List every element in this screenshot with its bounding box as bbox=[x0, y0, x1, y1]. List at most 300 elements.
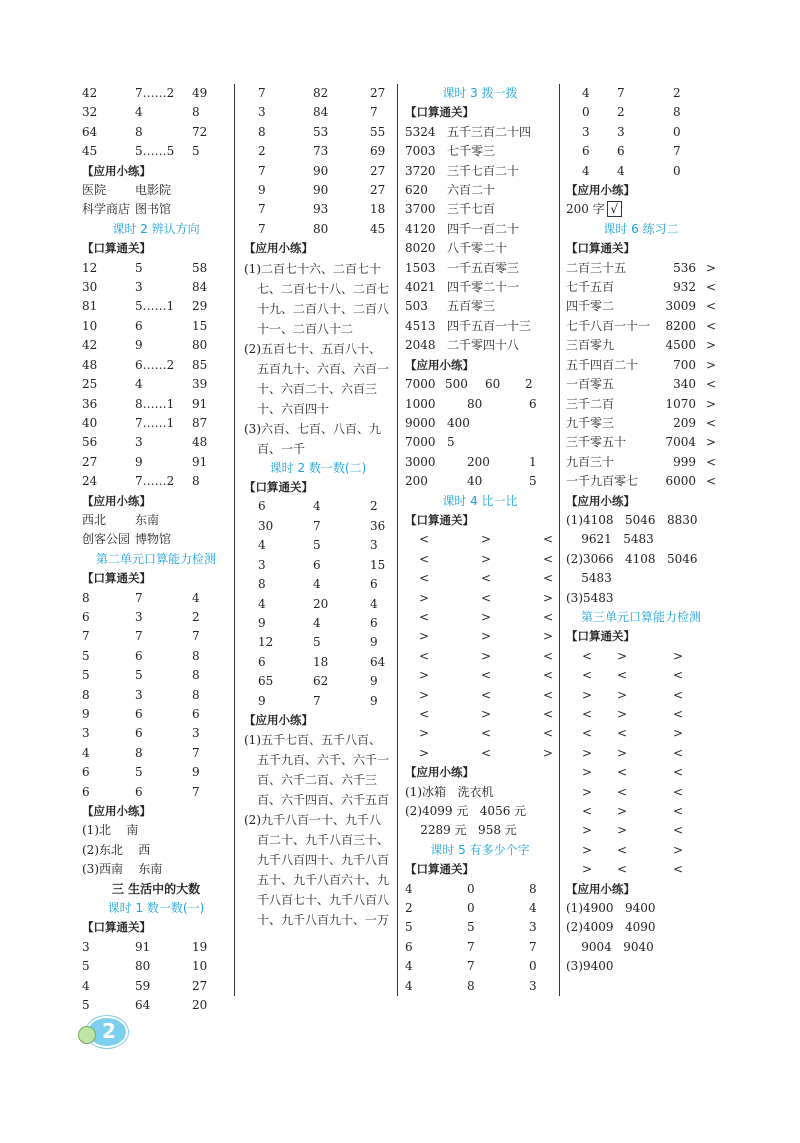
answer-row bbox=[405, 957, 555, 976]
answer-cell: < bbox=[481, 745, 492, 760]
answer-cell: < bbox=[543, 551, 554, 566]
answer-cell: 5 bbox=[447, 435, 455, 450]
answer-line: (1)北 南 bbox=[82, 823, 139, 838]
answer-cell: 9 bbox=[258, 183, 266, 198]
answer-cell: 82 bbox=[313, 86, 329, 100]
answer-line: (2)4099 元 4056 元 bbox=[405, 804, 527, 819]
answer-cell: > bbox=[481, 532, 492, 547]
answer-row bbox=[82, 996, 230, 1015]
answer-cell: < bbox=[705, 377, 716, 392]
answer-cell: 2 bbox=[258, 144, 266, 159]
answer-cell: 10 bbox=[192, 959, 208, 974]
answer-row bbox=[566, 666, 716, 685]
answer-cell: > bbox=[419, 687, 430, 702]
answer-paragraph: (3)六百、七百、八百、九百、一千 bbox=[244, 421, 381, 456]
answer-cell: > bbox=[673, 648, 684, 663]
answer-cell: 3 bbox=[529, 978, 537, 993]
answer-cell: > bbox=[705, 357, 716, 372]
answer-cell: 7 bbox=[673, 144, 681, 159]
answer-cell: < bbox=[543, 609, 554, 624]
answer-cell: 55 bbox=[370, 124, 386, 139]
answer-cell: 7003 bbox=[405, 144, 436, 159]
answer-row bbox=[566, 453, 716, 472]
answer-cell: 36 bbox=[370, 518, 386, 533]
answer-line: (2)4009 4090 bbox=[566, 920, 656, 935]
answer-cell: > bbox=[617, 648, 628, 663]
answer-cell: 15 bbox=[192, 318, 208, 333]
answer-row bbox=[405, 200, 555, 219]
answer-row bbox=[405, 724, 555, 743]
answer-row bbox=[566, 472, 716, 491]
answer-cell: 7 bbox=[258, 86, 266, 100]
answer-cell: 6 bbox=[258, 654, 266, 669]
answer-row bbox=[244, 142, 392, 161]
answer-row bbox=[244, 162, 392, 181]
answer-column-2 bbox=[244, 84, 392, 930]
answer-cell: 6000 bbox=[665, 474, 696, 489]
answer-row bbox=[82, 647, 230, 666]
answer-cell: 27 bbox=[370, 86, 386, 100]
answer-row bbox=[405, 414, 555, 433]
answer-cell: 0 bbox=[529, 959, 537, 974]
answer-cell: 536 bbox=[673, 260, 696, 275]
answer-row bbox=[405, 433, 555, 452]
answer-cell: 65 bbox=[258, 674, 274, 689]
answer-cell: 8 bbox=[192, 687, 200, 702]
answer-cell: < bbox=[543, 726, 554, 741]
answer-row bbox=[82, 783, 230, 802]
answer-cell: 1000 bbox=[405, 396, 436, 411]
answer-row bbox=[244, 220, 392, 239]
lesson-title: 第二单元口算能力检测 bbox=[95, 551, 216, 566]
answer-cell: > bbox=[543, 629, 554, 644]
answer-cell: 2 bbox=[370, 499, 378, 514]
answer-row bbox=[566, 162, 716, 181]
answer-row bbox=[405, 550, 555, 569]
answer-cell: 9 bbox=[135, 454, 143, 469]
answer-cell: 32 bbox=[82, 105, 98, 120]
answer-paragraph: (1)二百七十六、二百七十七、二百七十八、二百七十九、二百八十、二百八十一、二百八十二 bbox=[244, 261, 390, 336]
answer-row bbox=[566, 686, 716, 705]
answer-cell: 4513 bbox=[405, 318, 436, 333]
answer-cell: 80 bbox=[313, 221, 329, 236]
answer-cell: 85 bbox=[192, 357, 208, 372]
answer-row bbox=[566, 744, 716, 763]
answer-row bbox=[405, 453, 555, 472]
answer-cell: 4 bbox=[135, 105, 143, 120]
page-number: 2 bbox=[102, 1019, 116, 1043]
answer-line: 9621 5483 bbox=[566, 532, 654, 547]
answer-cell: 3 bbox=[258, 105, 266, 120]
answer-cell: < bbox=[543, 648, 554, 663]
answer-cell: 3000 bbox=[405, 454, 436, 469]
answer-row bbox=[405, 278, 555, 297]
answer-row bbox=[566, 259, 716, 278]
answer-cell: 3009 bbox=[665, 299, 696, 314]
answer-line: (1)4108 5046 8830 bbox=[566, 512, 698, 527]
answer-cell: 5 bbox=[467, 920, 475, 935]
answer-cell: 29 bbox=[192, 299, 208, 314]
answer-cell: 84 bbox=[313, 105, 329, 120]
answer-cell: 3 bbox=[135, 687, 143, 702]
lesson-title: 课时 4 比一比 bbox=[442, 493, 518, 508]
answer-row bbox=[82, 608, 230, 627]
answer-row bbox=[566, 783, 716, 802]
answer-cell: 八千零二十 bbox=[447, 241, 508, 256]
answer-row bbox=[566, 860, 716, 879]
answer-cell: 九千零三 bbox=[566, 415, 615, 430]
answer-cell: 7 bbox=[192, 629, 200, 644]
section-heading: 【应用小练】 bbox=[82, 163, 151, 178]
answer-cell: 90 bbox=[313, 163, 329, 178]
answer-cell: 5 bbox=[135, 260, 143, 275]
answer-cell: < bbox=[419, 707, 430, 721]
answer-row bbox=[566, 317, 716, 336]
answer-cell: 8 bbox=[135, 745, 143, 760]
answer-cell: 四千五百一十三 bbox=[447, 318, 532, 333]
answer-cell: 8 bbox=[192, 474, 200, 489]
answer-cell: < bbox=[543, 668, 554, 683]
answer-cell: 4021 bbox=[405, 280, 436, 295]
answer-cell: 一百零五 bbox=[566, 377, 615, 392]
answer-cell: 69 bbox=[370, 144, 386, 159]
answer-cell: < bbox=[673, 668, 684, 683]
answer-cell: 932 bbox=[673, 280, 696, 295]
answer-cell: 7 bbox=[313, 693, 321, 708]
answer-cell: 5 bbox=[529, 474, 537, 489]
answer-line: 9004 9040 bbox=[566, 939, 654, 954]
answer-paragraph: (1)五千七百、五千八百、五千九百、六千、六千一百、六千二百、六千三百、六千四百、六千五百 bbox=[244, 733, 390, 808]
answer-cell: 7000 bbox=[405, 377, 436, 392]
answer-line: (3)西南 东南 bbox=[82, 862, 163, 877]
answer-cell: 五千四百二十 bbox=[566, 357, 639, 372]
answer-cell: 一千五百零三 bbox=[447, 260, 520, 275]
answer-cell: 5 bbox=[135, 668, 143, 683]
answer-cell: < bbox=[481, 726, 492, 741]
answer-cell: 7 bbox=[467, 959, 475, 974]
answer-cell: > bbox=[705, 396, 716, 411]
answer-cell: 三千七百二十 bbox=[447, 163, 520, 178]
answer-cell: 2 bbox=[405, 901, 413, 916]
answer-cell: 9 bbox=[192, 765, 200, 780]
answer-cell: 4 bbox=[313, 615, 321, 630]
answer-cell: 医院 bbox=[82, 183, 107, 198]
answer-row bbox=[244, 84, 392, 103]
answer-row bbox=[566, 103, 716, 122]
answer-row bbox=[405, 647, 555, 666]
answer-cell: 80 bbox=[135, 959, 151, 974]
answer-cell: 3 bbox=[529, 920, 537, 935]
answer-cell: 东南 bbox=[135, 512, 160, 527]
answer-cell: 999 bbox=[673, 454, 696, 469]
answer-row bbox=[82, 763, 230, 782]
answer-cell: > bbox=[673, 726, 684, 741]
answer-cell: 7 bbox=[370, 105, 378, 120]
answer-cell: < bbox=[705, 474, 716, 489]
answer-row bbox=[405, 530, 555, 549]
answer-row bbox=[82, 297, 230, 316]
answer-cell: 45 bbox=[82, 144, 98, 159]
answer-row bbox=[566, 142, 716, 161]
answer-cell: < bbox=[582, 707, 593, 721]
answer-cell: 4 bbox=[313, 499, 321, 514]
answer-row bbox=[405, 336, 555, 355]
answer-cell: < bbox=[419, 648, 430, 663]
answer-cell: 7 bbox=[192, 784, 200, 799]
answer-cell: > bbox=[673, 842, 684, 857]
answer-row bbox=[244, 181, 392, 200]
lesson-title: 课时 1 数一数(一) bbox=[107, 901, 205, 916]
answer-cell: 6 bbox=[370, 615, 378, 630]
answer-row bbox=[244, 556, 392, 575]
answer-row bbox=[566, 705, 716, 724]
answer-cell: 五百零三 bbox=[447, 299, 496, 314]
answer-cell: < bbox=[481, 668, 492, 683]
answer-cell: 400 bbox=[447, 415, 470, 430]
answer-row bbox=[244, 653, 392, 672]
answer-cell: 8020 bbox=[405, 241, 436, 256]
answer-row bbox=[82, 336, 230, 355]
answer-cell: 30 bbox=[258, 518, 274, 533]
lesson-title: 课时 6 练习二 bbox=[603, 221, 679, 236]
answer-row bbox=[244, 123, 392, 142]
answer-cell: 7 bbox=[135, 590, 143, 605]
answer-cell: 5 bbox=[82, 998, 90, 1013]
answer-cell: 8200 bbox=[665, 318, 696, 333]
answer-cell: < bbox=[543, 571, 554, 586]
answer-cell: 3 bbox=[370, 538, 378, 553]
answer-cell: 二百三十五 bbox=[566, 260, 627, 275]
answer-cell: 3 bbox=[82, 939, 90, 954]
answer-cell: 7 bbox=[313, 518, 321, 533]
answer-cell: > bbox=[582, 765, 593, 780]
lesson-title: 第三单元口算能力检测 bbox=[580, 609, 701, 624]
answer-line: 2289 元 958 元 bbox=[405, 823, 517, 838]
section-heading: 【口算通关】 bbox=[244, 480, 313, 495]
answer-cell: 8 bbox=[135, 124, 143, 139]
section-heading: 【应用小练】 bbox=[566, 183, 635, 198]
answer-cell: 1070 bbox=[665, 396, 696, 411]
answer-cell: 7……2 bbox=[135, 474, 175, 489]
section-heading: 【口算通关】 bbox=[405, 512, 474, 527]
answer-cell: 七千五百 bbox=[566, 280, 615, 295]
answer-cell: 27 bbox=[370, 163, 386, 178]
answer-cell: > bbox=[582, 823, 593, 838]
answer-row bbox=[405, 880, 555, 899]
answer-cell: < bbox=[543, 707, 554, 721]
checkmark-box-icon: √ bbox=[607, 201, 622, 217]
answer-cell: 91 bbox=[192, 396, 208, 411]
answer-cell: 49 bbox=[192, 86, 208, 100]
answer-cell: > bbox=[419, 745, 430, 760]
answer-cell: 200 bbox=[405, 474, 428, 489]
answer-cell: < bbox=[673, 687, 684, 702]
answer-cell: > bbox=[705, 338, 716, 353]
answer-cell: 9 bbox=[258, 615, 266, 630]
answer-cell: 0 bbox=[673, 163, 681, 178]
answer-row bbox=[82, 433, 230, 452]
answer-cell: 15 bbox=[370, 557, 386, 572]
answer-cell: 91 bbox=[135, 939, 151, 954]
answer-cell: 9 bbox=[370, 693, 378, 708]
answer-cell: 12 bbox=[82, 260, 98, 275]
answer-cell: < bbox=[419, 532, 430, 547]
answer-cell: 1 bbox=[529, 454, 537, 469]
answer-cell: 西北 bbox=[82, 512, 107, 527]
answer-row bbox=[82, 530, 230, 549]
answer-cell: 8……1 bbox=[135, 396, 175, 411]
answer-cell: 27 bbox=[370, 183, 386, 198]
answer-row bbox=[82, 666, 230, 685]
answer-cell: 三千七百 bbox=[447, 202, 496, 217]
answer-cell: 6 bbox=[135, 784, 143, 799]
answer-row bbox=[566, 278, 716, 297]
answer-cell: < bbox=[582, 726, 593, 741]
answer-line bbox=[566, 200, 716, 219]
answer-cell: 10 bbox=[82, 318, 98, 333]
answer-cell: < bbox=[481, 687, 492, 702]
answer-cell: 0 bbox=[582, 105, 590, 120]
answer-cell: 7 bbox=[258, 221, 266, 236]
section-heading: 【口算通关】 bbox=[566, 629, 635, 644]
answer-cell: 620 bbox=[405, 183, 428, 198]
answer-cell: 7004 bbox=[665, 435, 696, 450]
answer-cell: 42 bbox=[82, 86, 98, 100]
section-heading: 【口算通关】 bbox=[82, 241, 151, 256]
answer-cell: 3 bbox=[258, 557, 266, 572]
answer-column-3 bbox=[405, 84, 555, 996]
answer-cell: 6 bbox=[405, 939, 413, 954]
column-divider bbox=[397, 84, 398, 996]
answer-row bbox=[82, 181, 230, 200]
answer-cell: > bbox=[617, 745, 628, 760]
answer-cell: > bbox=[582, 745, 593, 760]
answer-cell: 19 bbox=[192, 939, 208, 954]
answer-cell: < bbox=[705, 318, 716, 333]
answer-cell: 6 bbox=[82, 784, 90, 799]
answer-cell: 42 bbox=[82, 338, 98, 353]
answer-cell: < bbox=[617, 765, 628, 780]
answer-cell: 5 bbox=[192, 144, 200, 159]
section-heading: 【应用小练】 bbox=[405, 765, 474, 780]
answer-cell: 3 bbox=[135, 435, 143, 450]
answer-cell: 1503 bbox=[405, 260, 436, 275]
answer-row bbox=[82, 200, 230, 219]
answer-cell: 7 bbox=[617, 86, 625, 100]
answer-cell: 5 bbox=[82, 648, 90, 663]
answer-row bbox=[405, 395, 555, 414]
answer-row bbox=[405, 181, 555, 200]
answer-cell: 58 bbox=[192, 260, 208, 275]
answer-cell: 700 bbox=[673, 357, 696, 372]
answer-cell: 2 bbox=[525, 377, 533, 392]
answer-paragraph: (2)九千八百一十、九千八百二十、九千八百三十、九千八百四十、九千八百五十、九千八百六十、九千八百七十、九千八百八十、九千八百九十、一万 bbox=[244, 813, 390, 928]
answer-cell: 三百零九 bbox=[566, 338, 615, 353]
answer-row bbox=[244, 497, 392, 516]
answer-row bbox=[82, 472, 230, 491]
answer-row bbox=[566, 375, 716, 394]
answer-cell: < bbox=[582, 804, 593, 819]
answer-cell: 5 bbox=[313, 538, 321, 553]
answer-row bbox=[566, 802, 716, 821]
answer-row bbox=[405, 123, 555, 142]
answer-cell: 5 bbox=[135, 765, 143, 780]
answer-cell: > bbox=[705, 260, 716, 275]
answer-cell: 60 bbox=[485, 377, 501, 392]
answer-cell: 8 bbox=[82, 687, 90, 702]
answer-cell: > bbox=[582, 862, 593, 877]
answer-cell: < bbox=[705, 454, 716, 469]
answer-cell: 9 bbox=[258, 693, 266, 708]
answer-cell: 4 bbox=[405, 881, 413, 896]
answer-row bbox=[405, 375, 555, 394]
answer-cell: 40 bbox=[467, 474, 483, 489]
answer-cell: 84 bbox=[192, 280, 208, 295]
answer-cell: < bbox=[705, 415, 716, 430]
answer-row bbox=[405, 899, 555, 918]
answer-cell: 7 bbox=[529, 939, 537, 954]
answer-cell: < bbox=[617, 862, 628, 877]
answer-row bbox=[566, 414, 716, 433]
answer-cell: < bbox=[617, 842, 628, 857]
answer-cell: > bbox=[481, 609, 492, 624]
answer-cell: 5 bbox=[82, 959, 90, 974]
section-heading: 【口算通关】 bbox=[405, 105, 474, 120]
answer-cell: 4 bbox=[617, 163, 625, 178]
answer-cell: > bbox=[481, 648, 492, 663]
answer-cell: 7000 bbox=[405, 435, 436, 450]
answer-cell: 3 bbox=[135, 609, 143, 624]
answer-row bbox=[566, 336, 716, 355]
answer-row bbox=[566, 821, 716, 840]
answer-cell: 90 bbox=[313, 183, 329, 198]
answer-cell: 6 bbox=[135, 318, 143, 333]
answer-cell: 4 bbox=[82, 745, 90, 760]
answer-cell: 5……5 bbox=[135, 144, 175, 159]
answer-row bbox=[405, 239, 555, 258]
answer-row bbox=[82, 103, 230, 122]
answer-cell: 8 bbox=[192, 105, 200, 120]
answer-row bbox=[244, 103, 392, 122]
answer-row bbox=[82, 142, 230, 161]
answer-cell: 91 bbox=[192, 454, 208, 469]
answer-row bbox=[82, 977, 230, 996]
answer-cell: < bbox=[419, 571, 430, 586]
answer-row bbox=[244, 595, 392, 614]
answer-row bbox=[82, 414, 230, 433]
answer-cell: 2 bbox=[192, 609, 200, 624]
answer-cell: 36 bbox=[82, 396, 98, 411]
answer-cell: 博物馆 bbox=[135, 532, 172, 547]
answer-cell: < bbox=[543, 532, 554, 547]
answer-cell: > bbox=[705, 435, 716, 450]
answer-cell: 9 bbox=[135, 338, 143, 353]
answer-row bbox=[405, 162, 555, 181]
answer-row bbox=[405, 938, 555, 957]
answer-cell: 4 bbox=[135, 377, 143, 392]
answer-row bbox=[405, 569, 555, 588]
answer-row bbox=[405, 220, 555, 239]
answer-cell: 73 bbox=[313, 144, 329, 159]
answer-cell: > bbox=[582, 842, 593, 857]
answer-line: (1)4900 9400 bbox=[566, 901, 656, 916]
answer-row bbox=[566, 763, 716, 782]
answer-cell: 四千零二十一 bbox=[447, 280, 520, 295]
answer-cell: 3 bbox=[82, 726, 90, 741]
answer-row bbox=[405, 589, 555, 608]
answer-cell: < bbox=[673, 784, 684, 799]
answer-cell: 64 bbox=[370, 654, 386, 669]
